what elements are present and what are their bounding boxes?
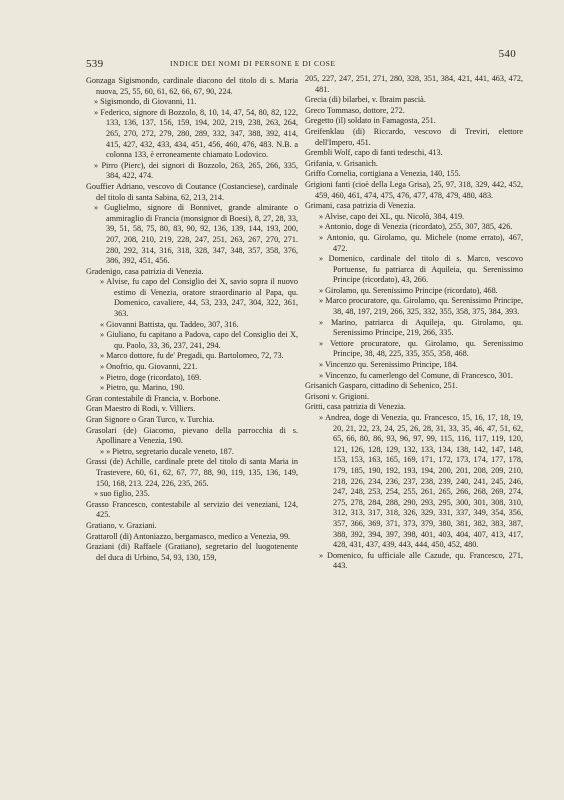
index-entry: » Marco dottore, fu de' Pregadi, qu. Bartolomeo, 72, 73. <box>100 351 284 361</box>
index-entry: » Vincenzo qu. Serenissimo Principe, 184. <box>319 360 458 370</box>
index-entry: » Antonio, qu. Girolamo, qu. Michele (nome errato), 467, 472. <box>319 232 523 253</box>
index-entry: » Alvise, capo dei XL, qu. Nicolò, 384, 419. <box>319 211 465 221</box>
index-entry: » Sigismondo, di Giovanni, 11. <box>94 97 197 107</box>
index-entry: » Pirro (Pierc), dei signori di Bozzolo, 263, 265, 266, 335, 384, 422, 474. <box>94 160 298 181</box>
index-entry: Gritti, casa patrizia di Venezia. <box>305 402 406 412</box>
page-header <box>86 48 516 74</box>
index-entry: » Vettore procuratore, qu. Girolamo, qu. Serenissimo Principe, 38, 48, 225, 335, 355, 358, 468. <box>319 338 523 359</box>
running-title: INDICE DEI NOMI DI PERSONE E DI COSE <box>170 59 336 68</box>
index-entry: Gonzaga Sigismondo, cardinale diacono del titolo di s. Maria nuova, 25, 55, 60, 61, 62, 66, 67, 90, 224. <box>86 76 298 96</box>
index-entry: » Antonio, doge di Venezia (ricordato), 255, 307, 385, 426. <box>319 222 513 232</box>
index-entry: » Marino, patriarca di Aquileja, qu. Girolamo, qu. Serenissimo Principe, 219, 266, 335. <box>319 317 523 338</box>
index-entry: Grattaroll (di) Antoniazzo, bergamasco, medico a Venezia, 99. <box>86 531 291 541</box>
index-entry: Grasolari (de) Giacomo, pievano della parrocchia di s. Apollinare a Venezia, 190. <box>86 425 298 446</box>
index-entry: » Giuliano, fu capitano a Padova, capo del Consiglio dei X, qu. Paolo, 33, 36, 237, 241, 294. <box>100 330 298 350</box>
index-entry: » Domenico, cardinale del titolo di s. Marco, vescovo Portuense, fu patriarca di Aquileia, qu. Serenissimo Principe (ricordato), 43, 266. <box>319 254 523 285</box>
index-entry: » suo figlio, 235. <box>94 489 150 499</box>
index-entry: » Girolamo, qu. Serenissimo Principe (ricordato), 468. <box>319 285 498 295</box>
page-number-right: 540 <box>498 48 516 60</box>
index-entry: « Giovanni Battista, qu. Taddeo, 307, 316. <box>100 319 239 329</box>
index-entry: Griffo Cornelia, cortigiana a Venezia, 140, 155. <box>305 169 461 179</box>
index-entry: Grifania, v. Grisanich. <box>305 158 378 168</box>
index-entry: Gran contestabile di Francia, v. Borbone. <box>86 393 221 403</box>
index-entry: Greco Tommaso, dottore, 272. <box>305 105 405 115</box>
index-entry: » » Pietro, segretario ducale veneto, 187. <box>100 446 234 456</box>
index-entry: » Pietro, qu. Marino, 190. <box>100 383 185 393</box>
index-entry: » Marco procuratore, qu. Girolamo, qu. Serenissimo Principe, 38, 48, 197, 219, 266, 325, 332, 355, 358, 375, 384, 393. <box>319 296 523 317</box>
index-entry: Gouffier Adriano, vescovo di Coutance (Costanciese), cardinale del titolo di santa Sabina, 62, 213, 214. <box>86 181 298 202</box>
index-column-left <box>86 76 298 563</box>
index-entry: Grassi (de) Achille, cardinale prete del titolo di santa Maria in Trastevere, 60, 61, 62, 67, 77, 88, 90, 119, 135, 136, 149, 150, 168, 213. 224, 226, 235, 265. <box>86 457 298 488</box>
index-entry: Grimani, casa patrizia di Venezia. <box>305 201 416 211</box>
index-entry: » Alvise, fu capo del Consiglio dei X, savio sopra il nuovo estimo di Venezia, oratore straordinario al Papa, qu. Domenico, cavaliere, 44, 53, 233, 247, 304, 322, 361, 363. <box>100 277 298 319</box>
index-entry: » Andrea, doge di Venezia, qu. Francesco, 15, 16, 17, 18, 19, 20, 21, 22, 23, 24, 25, 26, 28, 31, 33, 35, 46, 47, 51, 62, 65, 66, 80, 86, 93, 96, 97, 99, 115, 116, 117, 119, 120, 121, 126, 128, 129, 132, 133, 134, 138, 142, 147, 148, 153, 153, 163, 165, 169, 171, 172, 173, 174, 177, 178, 179, 185, 190, 192, 193, 194, 200, 201, 208, 209, 210, 218, 226, 234, 236, 237, 238, 239, 240, 241, 245, 246, 247, 248, 253, 254, 255, 261, 265, 266, 268, 269, 274, 275, 278, 284, 288, 290, 293, 295, 300, 301, 308, 310, 312, 313, 317, 318, 326, 329, 331, 337, 349, 354, 356, 357, 366, 369, 371, 373, 379, 380, 381, 382, 383, 387, 388, 392, 394, 397, 398, 401, 403, 404, 407, 413, 417, 428, 431, 437, 439, 443, 444, 450, 452, 480. <box>319 413 523 550</box>
index-entry: Gratiano, v. Graziani. <box>86 520 157 530</box>
index-entry: Grisoni v. Grigioni. <box>305 391 370 401</box>
index-entry: Grecia (di) bilarbei, v. Ibraim pascià. <box>305 95 426 105</box>
index-entry: » Vincenzo, fu camerlengo del Comune, di Francesco, 301. <box>319 370 513 380</box>
index-entry: Grasso Francesco, contestabile al servizio dei veneziani, 124, 425. <box>86 499 298 520</box>
index-entry: » Onofrio, qu. Giovanni, 221. <box>100 362 198 372</box>
index-entry: » Federico, signore di Bozzolo, 8, 10, 14, 47, 54, 80, 82, 122, 133, 136, 137, 156, 159, 194, 202, 219, 238, 263, 264, 265, 270, 272, 279, 280, 289, 332, 347, 388, 392, 414, 415, 427, 432, 433, 434, 451, 456, 460, 476, 483. N.B. a colonna 133, è erroneamente chiamato Lodovico. <box>94 107 298 160</box>
index-entry: » Domenico, fu ufficiale alle Cazude, qu. Francesco, 271, 443. <box>319 550 523 571</box>
index-entry: Gregetto (il) soldato in Famagosta, 251. <box>305 116 436 126</box>
index-entry: Grisanich Gasparo, cittadino di Sebenico, 251. <box>305 381 458 391</box>
index-entry: Graziani (di) Raffaele (Gratiano), segretario del luogotenente del duca di Urbino, 54, 93, 130, 159, <box>86 542 298 562</box>
index-entry: 205, 227, 247, 251, 271, 280, 328, 351, 384, 421, 441, 463, 472, 481. <box>305 74 523 94</box>
index-entry: Grigioni fanti (cioè della Lega Grisa), 25, 97, 318, 329, 442, 452, 459, 460, 461, 474, 475, 476, 477, 478, 479, 480, 483. <box>305 179 523 200</box>
index-entry: Greifenklau (di) Riccardo, vescovo di Treviri, elettore dell'Impero, 451. <box>305 126 523 147</box>
index-entry: Grembli Wolf, capo di fanti tedeschi, 413. <box>305 148 443 158</box>
index-entry: » Pietro, doge (ricordato), 169. <box>100 372 202 382</box>
page-number-left: 539 <box>86 58 104 70</box>
index-column-right <box>305 74 523 572</box>
index-entry: Gran Maestro di Rodi, v. Villiers. <box>86 404 196 414</box>
index-entry: Gradenigo, casa patrizia di Venezia. <box>86 266 204 276</box>
index-entry: » Guglielmo, signore di Bonnivet, grande almirante o ammiraglio di Francia (monsignor di Boesi), 8, 27, 28, 33, 39, 51, 58, 75, 80, 83, 90, 92, 136, 139, 144, 193, 200, 207, 208, 210, 219, 228, 247, 251, 263, 267, 270, 271. 280, 292, 314, 316, 318, 328, 347, 348, 357, 358, 376, 386, 392, 451, 456. <box>94 203 298 266</box>
index-entry: Gran Signore o Gran Turco, v. Turchia. <box>86 415 215 424</box>
